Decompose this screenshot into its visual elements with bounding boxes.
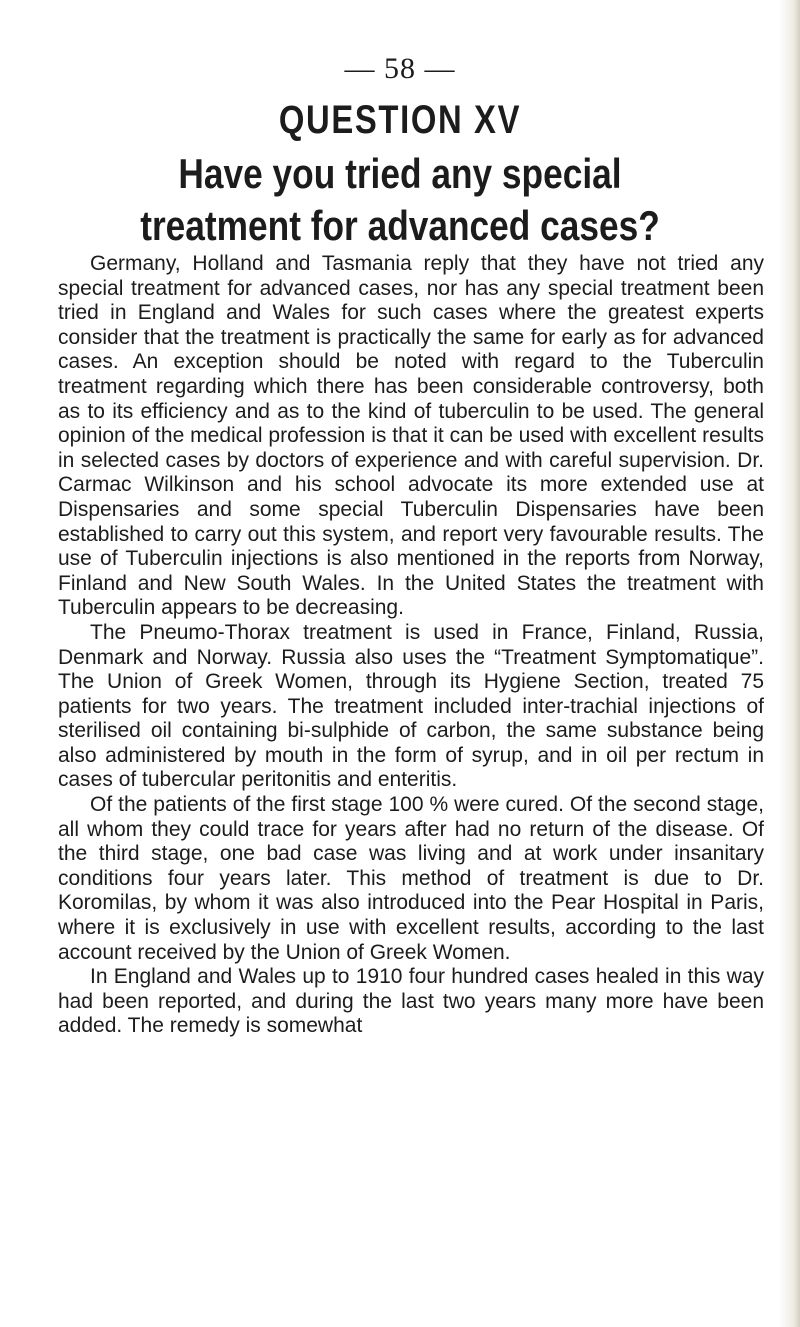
body-text [58, 252, 764, 1039]
page-edge [778, 0, 800, 1327]
question-title: Have you tried any special treatment for advanced cases? [140, 150, 660, 249]
paragraph: The Pneumo-Thorax treatment is used in France, Finland, Russia, Denmark and Norway. Russia also uses the “Treatment Symptomatique”. The Union of Greek Women, through its Hygiene Section, treated 75 patients for two years. The treatment included inter-trachial injections of sterilised oil containing bi-sulphide of carbon, the same substance being also administered by mouth in the form of syrup, and in oil per rectum in cases of tubercular peritonitis and enteritis. [58, 620, 764, 792]
paragraph: Of the patients of the first stage 100 % were cured. Of the second stage, all whom they could trace for years after had no return of the disease. Of the third stage, one bad case was living and at work under insanitary conditions four years later. This method of treatment is due to Dr. Koromilas, by whom it was also introduced into the Pear Hospital in Paris, where it is exclusively in use with excellent results, according to the last account received by the Union of Greek Women. [58, 793, 764, 964]
paragraph: Germany, Holland and Tasmania reply that they have not tried any special treatment for advanced cases, nor has any special treatment been tried in England and Wales for such cases where the greatest experts consider that the treatment is practically the same for early as for advanced cases. An exception should be noted with regard to the Tuberculin treatment regarding which there has been considerable controversy, both as to its efficiency and as to the kind of tuberculin to be used. The general opinion of the medical profession is that it can be used with excellent results in selected cases by doctors of experience and with careful supervision. Dr. Carmac Wilkinson and his school advocate its more extended use at Dispensaries and some special Tuberculin Dispensaries have been established to carry out this system, and report very favourable results. The use of Tuberculin injections is also mentioned in the reports from Norway, Finland and New South Wales. In the United States the treatment with Tuberculin appears to be decreasing. [58, 252, 764, 620]
page-number: — 58 — [344, 52, 456, 85]
question-heading: QUESTION XV [278, 98, 522, 142]
paragraph: In England and Wales up to 1910 four hundred cases healed in this way had been reported, and during the last two years many more have been added. The remedy is somewhat [58, 965, 764, 1038]
